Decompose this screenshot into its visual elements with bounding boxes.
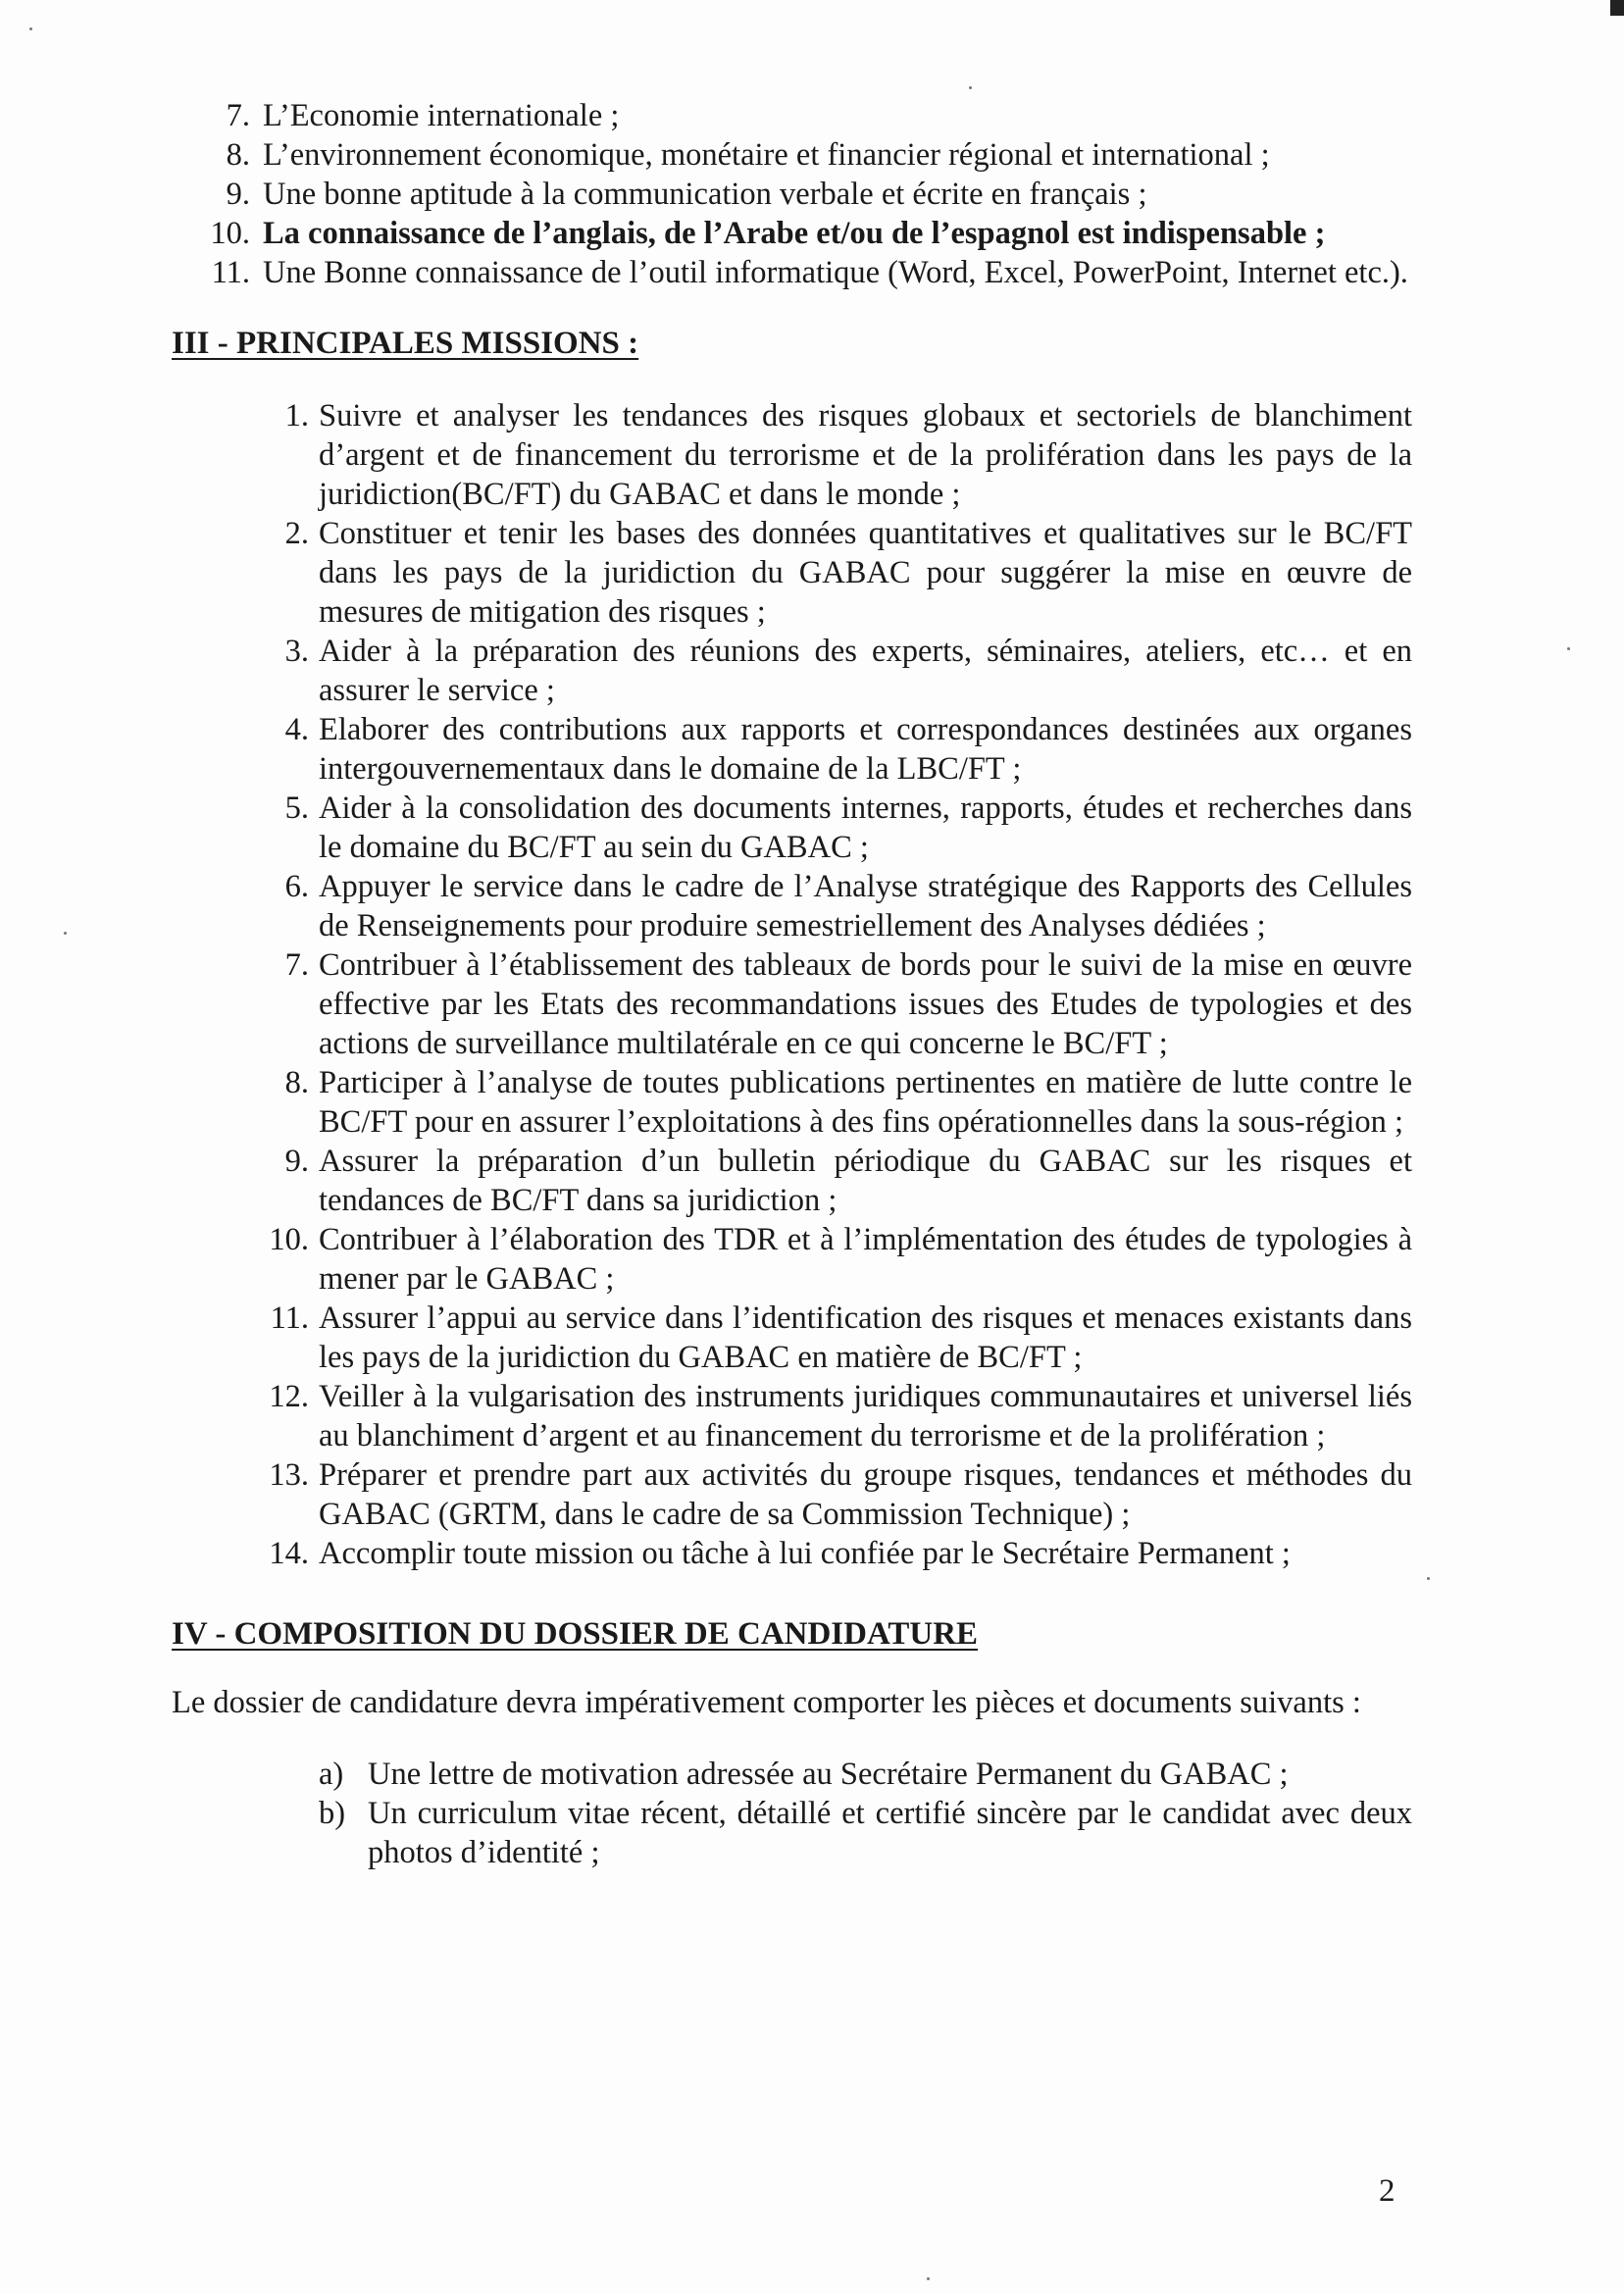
page-number: 2	[1379, 2173, 1396, 2209]
item-text: Constituer et tenir les bases des données quantitatives et qualitatives sur le BC/FT dans les pays de la juridiction du GABAC pour suggérer la mise en œuvre de mesures de mitigation des risques ;	[319, 516, 1412, 630]
item-text: Une bonne aptitude à la communication verbale et écrite en français ;	[263, 177, 1147, 212]
list-item	[172, 214, 1412, 253]
list-item	[172, 1455, 1412, 1534]
item-text: Accomplir toute mission ou tâche à lui confiée par le Secrétaire Permanent ;	[319, 1536, 1291, 1571]
item-number: 9.	[226, 177, 250, 212]
item-number: 8.	[284, 1065, 309, 1100]
item-letter: a)	[319, 1756, 344, 1792]
section-heading-missions: III - PRINCIPALES MISSIONS :	[172, 326, 639, 361]
item-text: Aider à la préparation des réunions des experts, séminaires, ateliers, etc… et en assurer le service ;	[319, 634, 1412, 708]
list-item	[172, 253, 1412, 292]
list-item	[172, 710, 1412, 789]
item-text-bold: La connaissance de l’anglais, de l’Arabe et/ou de l’espagnol est indispensable ;	[263, 216, 1326, 251]
list-item	[172, 789, 1412, 867]
qualifications-list	[172, 96, 1412, 292]
scan-speck	[64, 932, 67, 935]
item-text: Elaborer des contributions aux rapports et correspondances destinées aux organes intergouvernementaux dans le domaine de la LBC/FT ;	[319, 712, 1412, 787]
item-letter: b)	[319, 1795, 346, 1831]
item-number: 10.	[210, 216, 250, 251]
list-item	[172, 514, 1412, 632]
item-text: Aider à la consolidation des documents internes, rapports, études et recherches dans le domaine du BC/FT au sein du GABAC ;	[319, 790, 1412, 865]
item-text: Contribuer à l’établissement des tableaux de bords pour le suivi de la mise en œuvre effective par les Etats des recommandations issues des Etudes de typologies et des actions de surveillance multilatérale en ce qui concerne le BC/FT ;	[319, 947, 1412, 1061]
item-number: 12.	[269, 1379, 309, 1414]
item-number: 6.	[284, 869, 309, 904]
item-number: 11.	[270, 1300, 309, 1336]
item-text: L’Economie internationale ;	[263, 98, 620, 133]
item-text: Participer à l’analyse de toutes publications pertinentes en matière de lutte contre le BC/FT pour en assurer l’exploitations à des fins opérationnelles dans la sous-région ;	[319, 1065, 1412, 1140]
item-number: 10.	[269, 1222, 309, 1257]
documents-list	[172, 1755, 1412, 1872]
dossier-intro: Le dossier de candidature devra impérativement comporter les pièces et documents suivants :	[172, 1685, 1361, 1720]
item-text: Un curriculum vitae récent, détaillé et certifié sincère par le candidat avec deux photos d’identité ;	[368, 1795, 1412, 1870]
item-number: 11.	[211, 255, 250, 290]
list-item	[172, 96, 1412, 135]
list-item	[172, 945, 1412, 1063]
scan-speck	[29, 27, 32, 30]
item-text: L’environnement économique, monétaire et financier régional et international ;	[263, 137, 1270, 173]
item-number: 13.	[269, 1457, 309, 1493]
section-heading-dossier: IV - COMPOSITION DU DOSSIER DE CANDIDATURE	[172, 1616, 979, 1652]
item-text: Une Bonne connaissance de l’outil informatique (Word, Excel, PowerPoint, Internet etc.).	[263, 255, 1408, 290]
list-item	[172, 867, 1412, 945]
list-item	[172, 632, 1412, 710]
list-item	[319, 1755, 1412, 1794]
scan-speck	[1567, 647, 1570, 650]
item-text: Une lettre de motivation adressée au Secrétaire Permanent du GABAC ;	[368, 1756, 1289, 1792]
list-item	[172, 1534, 1412, 1573]
list-item	[172, 396, 1412, 514]
document-body	[172, 96, 1412, 1872]
item-text: Contribuer à l’élaboration des TDR et à l’implémentation des études de typologies à mener par le GABAC ;	[319, 1222, 1412, 1297]
item-text: Assurer l’appui au service dans l’identification des risques et menaces existants dans les pays de la juridiction du GABAC en matière de BC/FT ;	[319, 1300, 1412, 1375]
missions-list	[172, 396, 1412, 1573]
list-item	[172, 1377, 1412, 1455]
list-item	[319, 1794, 1412, 1872]
item-text: Suivre et analyser les tendances des risques globaux et sectoriels de blanchiment d’argent et de financement du terrorisme et de la prolifération dans les pays de la juridiction(BC/FT) du GABAC et dans le monde ;	[319, 398, 1412, 512]
item-number: 8.	[226, 137, 250, 173]
item-text: Appuyer le service dans le cadre de l’Analyse stratégique des Rapports des Cellules de Renseignements pour produire semestriellement des Analyses dédiées ;	[319, 869, 1412, 943]
list-item	[172, 1299, 1412, 1377]
item-text: Veiller à la vulgarisation des instruments juridiques communautaires et universel liés au blanchiment d’argent et au financement du terrorisme et de la prolifération ;	[319, 1379, 1412, 1453]
item-text: Assurer la préparation d’un bulletin périodique du GABAC sur les risques et tendances de BC/FT dans sa juridiction ;	[319, 1144, 1412, 1218]
item-number: 2.	[284, 516, 309, 551]
list-item	[172, 1142, 1412, 1220]
item-number: 14.	[269, 1536, 309, 1571]
item-number: 4.	[284, 712, 309, 747]
item-number: 1.	[284, 398, 309, 433]
scan-speck	[969, 86, 972, 89]
item-number: 7.	[284, 947, 309, 983]
list-item	[172, 1220, 1412, 1299]
list-item	[172, 175, 1412, 214]
scan-edge-mark	[1610, 0, 1624, 16]
item-number: 5.	[284, 790, 309, 826]
list-item	[172, 1063, 1412, 1142]
item-number: 7.	[226, 98, 250, 133]
item-number: 3.	[284, 634, 309, 669]
list-item	[172, 135, 1412, 175]
scan-speck	[927, 2277, 930, 2280]
item-text: Préparer et prendre part aux activités du groupe risques, tendances et méthodes du GABAC (GRTM, dans le cadre de sa Commission Technique) ;	[319, 1457, 1412, 1532]
item-number: 9.	[284, 1144, 309, 1179]
scan-speck	[1427, 1577, 1430, 1580]
